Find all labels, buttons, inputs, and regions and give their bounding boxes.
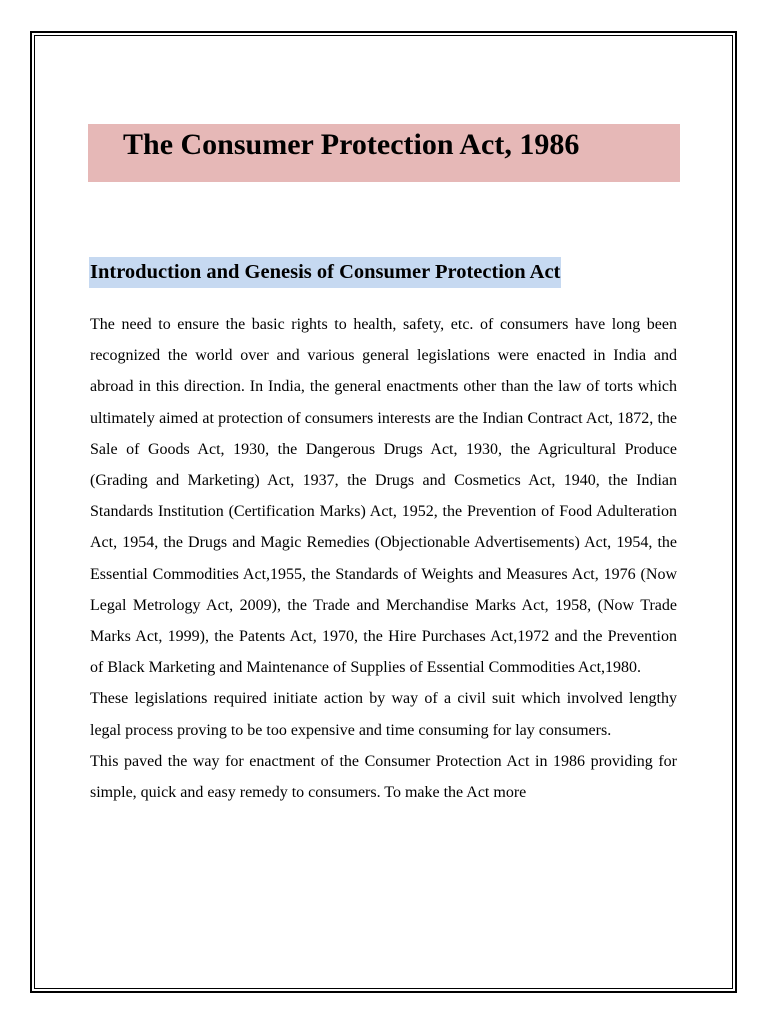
paragraph-civil-suit: These legislations required initiate action by way of a civil suit which involved lengthy legal process proving to be too expensive and time consuming for lay consumers. (90, 690, 677, 739)
paragraph-genesis: The need to ensure the basic rights to health, safety, etc. of consumers have long been recognized the world over and various general legislations were enacted in India and abroad in this direction. In India, the general enactments other than the law of torts which ultimately aimed at protection of consumers interests are the Indian Contract Act, 1872, the Sale of Goods Act, 1930, the Dangerous Drugs Act, 1930, the Agricultural Produce (Grading and Marketing) Act, 1937, the Drugs and Cosmetics Act, 1940, the Indian Standards Institution (Certification Marks) Act, 1952, the Prevention of Food Adulteration Act, 1954, the Drugs and Magic Remedies (Objectionable Advertisements) Act, 1954, the Essential Commodities Act,1955, the Standards of Weights and Measures Act, 1976 (Now Legal Metrology Act, 2009), the Trade and Merchandise Marks Act, 1958, (Now Trade Marks Act, 1999), the Patents Act, 1970, the Hire Purchases Act,1972 and the Prevention of Black Marketing and Maintenance of Supplies of Essential Commodities Act,1980. (90, 316, 677, 677)
section-heading: Introduction and Genesis of Consumer Protection Act (89, 257, 561, 288)
title-banner (88, 124, 680, 182)
paragraph-enactment: This paved the way for enactment of the Consumer Protection Act in 1986 providing for simple, quick and easy remedy to consumers. To make the Act more (90, 752, 677, 802)
body-text (90, 309, 677, 808)
document-title: The Consumer Protection Act, 1986 (123, 128, 580, 161)
